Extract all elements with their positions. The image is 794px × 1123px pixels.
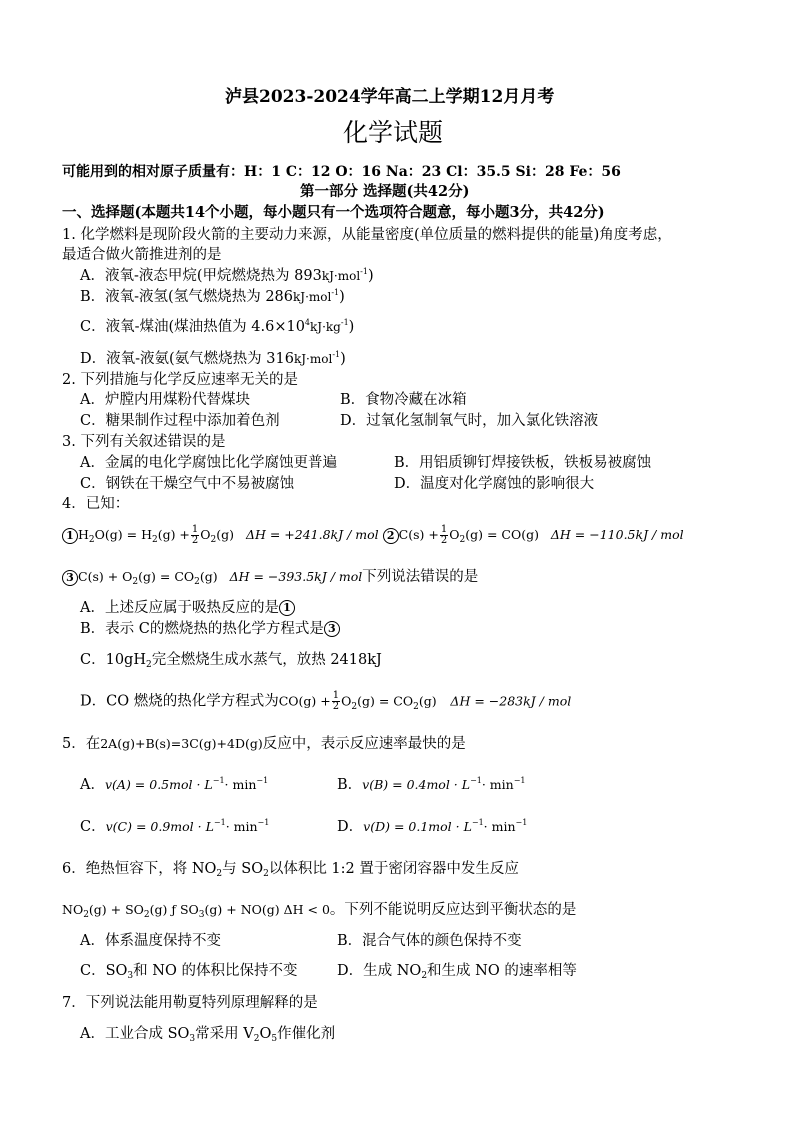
q6-option-b: B．混合气体的颜色保持不变	[337, 933, 522, 949]
q5-option-a	[80, 776, 268, 796]
formula: (g) + SO	[88, 902, 144, 917]
exponent: −1	[471, 818, 484, 827]
q4-option-c	[80, 651, 382, 671]
formula: (g) ƒ SO	[149, 902, 199, 917]
q1-option-a-text: A．液氧-液态甲烷(甲烷燃烧热为 893	[80, 268, 322, 284]
q2-stem: 2. 下列措施与化学反应速率无关的是	[62, 372, 298, 388]
option-label: D．	[337, 819, 364, 835]
formula: (g) +	[157, 527, 190, 542]
q2-option-b: B．食物冷藏在冰箱	[340, 392, 467, 408]
q1-option-d-text: D．液氧-液氨(氨气燃烧热为 316	[80, 351, 294, 367]
fraction-half	[332, 691, 340, 712]
exponent: −1	[513, 776, 526, 785]
formula: O	[200, 527, 211, 542]
q5-option-b	[337, 776, 526, 796]
fraction-half	[440, 525, 448, 546]
section-heading: 一、选择题(本题共14个小题，每小题只有一个选项符合题意，每小题3分，共42分)	[62, 204, 605, 221]
denominator: 2	[332, 701, 340, 712]
q4-equations-line2	[62, 568, 478, 588]
subscript: 2	[253, 1034, 260, 1044]
q2-option-d: D．过氧化氢制氧气时，加入氯化铁溶液	[340, 413, 599, 429]
paren: )	[340, 351, 346, 367]
subject-title: 化学试题	[343, 118, 444, 147]
q7-option-a-text: O	[259, 1026, 272, 1042]
formula: (g)	[418, 693, 437, 709]
q6-stem-text: 6．绝热恒容下，将 NO	[62, 861, 217, 877]
q5-stem	[62, 735, 466, 753]
subscript: 2	[263, 869, 269, 879]
q1-stem-line1: 1. 化学燃料是现阶段火箭的主要动力来源，从能量密度(单位质量的燃料提供的能量)角度考虑，	[62, 227, 672, 243]
q1-option-c	[80, 318, 354, 338]
denominator: 2	[191, 535, 199, 546]
q4-option-b	[80, 620, 340, 638]
circled-number-3: 3	[62, 570, 78, 586]
q6-option-d-text: D．生成 NO	[337, 963, 422, 979]
formula: (g)	[199, 569, 218, 584]
subscript: 5	[271, 1034, 278, 1044]
q7-option-a	[80, 1025, 335, 1045]
unit: · min	[225, 819, 258, 834]
q1-option-b	[80, 288, 345, 308]
formula: O	[449, 527, 460, 542]
q6-stem	[62, 860, 519, 880]
enthalpy: ΔH = −393.5kJ / mol	[229, 569, 363, 584]
enthalpy: ΔH = −110.5kJ / mol	[550, 527, 684, 542]
q5-option-c	[80, 818, 269, 838]
exponent: −1	[257, 818, 270, 827]
denominator: 2	[440, 535, 448, 546]
formula: (g) = CO	[138, 569, 195, 584]
exponent: -1	[331, 288, 340, 297]
q1-option-c-text: C．液氧-煤油(煤油热值为 4.6×10	[80, 319, 305, 335]
formula: H	[78, 527, 89, 542]
formula: (g) = CO(g)	[465, 527, 539, 542]
circled-number-1: 1	[279, 600, 295, 616]
subscript: 2	[216, 869, 223, 879]
formula: C(s) + O	[78, 569, 133, 584]
paren: )	[348, 319, 355, 335]
q3-option-b: B．用铝质铆钉焊接铁板，铁板易被腐蚀	[394, 455, 652, 471]
exponent: -1	[360, 267, 368, 276]
q7-option-a-text: 常采用 V	[195, 1026, 254, 1042]
exponent: −1	[212, 776, 225, 785]
subscript: 3	[198, 910, 205, 920]
subscript: 2	[459, 535, 466, 545]
unit: kJ·mol	[293, 290, 332, 304]
formula: (g) = CO	[357, 693, 414, 709]
q7-option-a-text: 作催化剂	[277, 1026, 336, 1042]
circled-number-3: 3	[324, 621, 340, 637]
exponent: −1	[256, 776, 269, 785]
q6-option-a: A．体系温度保持不变	[80, 933, 221, 949]
formula: O	[341, 693, 352, 709]
unit: · min	[224, 777, 257, 792]
subscript: 2	[210, 535, 217, 545]
rate-expression: v(C) = 0.9mol · L	[105, 819, 214, 834]
q5-option-d	[337, 818, 527, 838]
q4-option-d-text: D．CO 燃烧的热化学方程式为	[80, 693, 279, 710]
q1-option-a	[80, 267, 374, 287]
rate-expression: v(D) = 0.1mol · L	[363, 819, 472, 834]
unit: · min	[483, 819, 516, 834]
q4-option-a	[80, 599, 295, 617]
formula: (g)	[216, 527, 235, 542]
q6-stem-text: 以体积比 1:2 置于密闭容器中发生反应	[268, 861, 519, 877]
q4-option-d	[80, 691, 571, 713]
q4-equations-line1	[62, 525, 684, 546]
option-label: C．	[80, 819, 106, 835]
circled-number-2: 2	[383, 528, 399, 544]
subscript: 2	[194, 577, 200, 587]
numerator: 1	[191, 524, 199, 535]
paren: )	[367, 268, 374, 284]
exponent: -1	[332, 350, 341, 359]
subscript: 3	[127, 971, 134, 981]
exponent: 4	[304, 318, 311, 327]
unit: kJ·kg	[310, 320, 341, 334]
exponent: −1	[515, 818, 528, 827]
subscript: 2	[151, 535, 158, 545]
formula: C(s) +	[398, 527, 439, 542]
q1-stem-line2: 最适合做火箭推进剂的是	[62, 247, 222, 263]
q6-question: 。下列不能说明反应达到平衡状态的是	[329, 902, 577, 918]
option-label: B．	[337, 777, 363, 793]
rate-expression: v(B) = 0.4mol · L	[362, 777, 471, 792]
q6-stem-text: 与 SO	[222, 861, 264, 877]
exponent: -1	[340, 318, 349, 327]
q2-option-c: C．糖果制作过程中添加着色剂	[80, 413, 280, 429]
q3-option-a: A．金属的电化学腐蚀比化学腐蚀更普遍	[80, 455, 337, 471]
q3-option-c: C．钢铁在干燥空气中不易被腐蚀	[80, 476, 295, 492]
q5-reaction: 2A(g)+B(s)=3C(g)+4D(g)	[100, 736, 263, 751]
part-heading: 第一部分 选择题(共42分)	[300, 183, 470, 200]
q6-option-c-text: C．SO	[80, 963, 128, 979]
unit: · min	[481, 777, 514, 792]
q4-option-a-text: A．上述反应属于吸热反应的是	[80, 600, 279, 616]
q1-option-d	[80, 350, 346, 370]
q6-option-c-text: 和 NO 的体积比保持不变	[133, 963, 298, 979]
subscript: 2	[83, 910, 89, 920]
subscript: 2	[88, 535, 95, 545]
q7-option-a-text: A．工业合成 SO	[80, 1026, 190, 1042]
q3-stem: 3. 下列有关叙述错误的是	[62, 434, 226, 450]
exam-title: 泸县2023-2024学年高二上学期12月月考	[225, 87, 555, 107]
subscript: 3	[189, 1034, 196, 1044]
atomic-masses: 可能用到的相对原子质量有：H：1 C：12 O：16 Na：23 Cl：35.5 Si：28 Fe：56	[62, 164, 621, 180]
q4-option-c-text: 完全燃烧生成水蒸气，放热 2418kJ	[151, 652, 382, 668]
option-label: A．	[80, 777, 105, 793]
subscript: 2	[421, 971, 428, 981]
subscript: 2	[351, 701, 358, 712]
q6-option-d	[337, 962, 577, 982]
enthalpy: ΔH = −283kJ / mol	[450, 693, 572, 709]
enthalpy: ΔH = +241.8kJ / mol	[245, 527, 379, 542]
q4-stem: 4．已知：	[62, 496, 130, 512]
paren: )	[339, 289, 345, 305]
q6-option-c	[80, 962, 297, 982]
formula: (g) + NO(g) ΔH < 0	[204, 902, 330, 917]
unit: kJ·mol	[293, 352, 333, 366]
unit: kJ·mol	[321, 269, 361, 283]
subscript: 2	[143, 910, 150, 920]
q7-stem: 7．下列说法能用勒夏特列原理解释的是	[62, 995, 318, 1011]
q4-question: 下列说法错误的是	[362, 569, 479, 585]
q1-option-b-text: B．液氧-液氢(氢气燃烧热为 286	[80, 289, 293, 305]
subscript: 2	[413, 701, 419, 712]
rate-expression: v(A) = 0.5mol · L	[104, 777, 213, 792]
q4-option-b-text: B．表示 C的燃烧热的热化学方程式是	[80, 621, 324, 637]
numerator: 1	[332, 690, 340, 701]
q3-option-d: D．温度对化学腐蚀的影响很大	[394, 476, 595, 492]
numerator: 1	[440, 524, 448, 535]
exponent: −1	[213, 818, 226, 827]
circled-number-1: 1	[62, 528, 78, 544]
formula: CO(g) +	[278, 693, 331, 709]
q6-option-d-text: 和生成 NO 的速率相等	[427, 963, 577, 979]
q5-stem-text: 5．在	[62, 736, 101, 752]
q4-option-c-text: C．10gH	[80, 652, 146, 668]
q5-stem-text: 反应中，表示反应速率最快的是	[262, 736, 466, 752]
exponent: −1	[470, 776, 482, 785]
formula: NO	[62, 902, 84, 917]
fraction-half	[191, 525, 199, 546]
formula: O(g) = H	[94, 527, 152, 542]
q6-equation	[62, 901, 576, 921]
subscript: 2	[145, 660, 152, 670]
subscript: 2	[132, 577, 139, 587]
q2-option-a: A．炉膛内用煤粉代替煤块	[80, 392, 250, 408]
